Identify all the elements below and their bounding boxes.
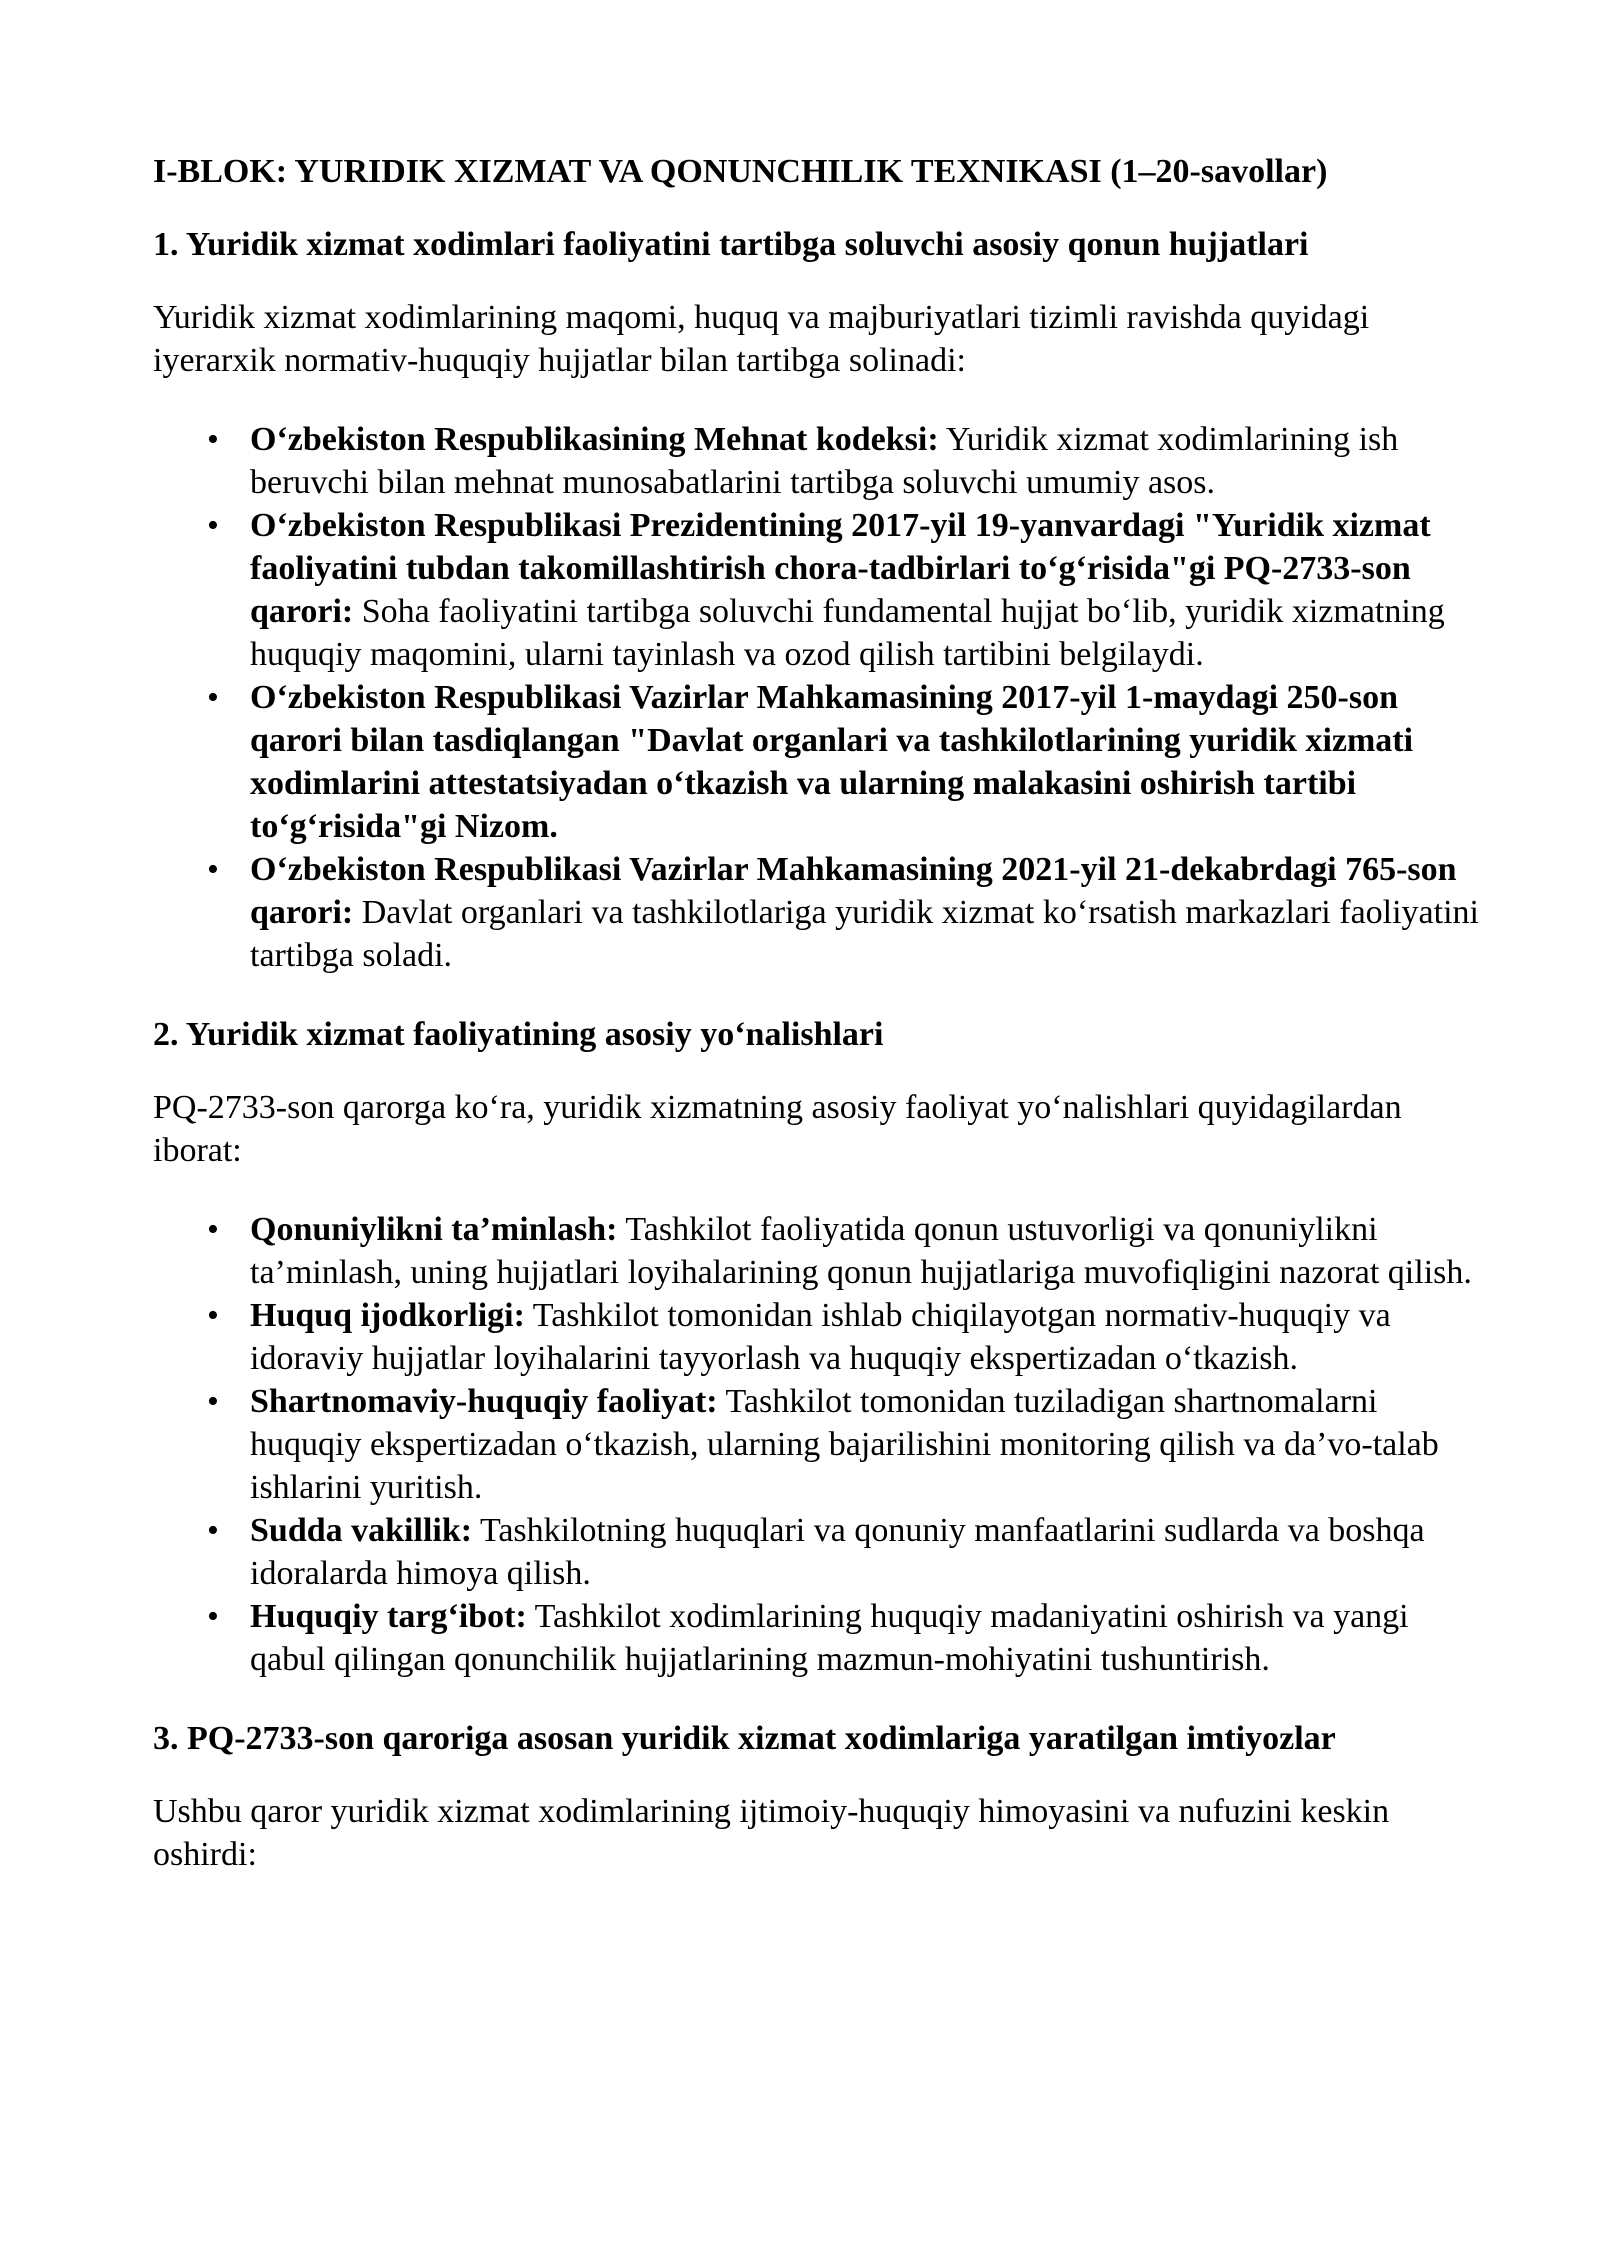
- item-bold-label: O‘zbekiston Respublikasi Prezidentining 2017-yil 19-yanvardagi "Yuridik xizmat faoliyatini tubdan takomillashtirish chora-tadbirlari to‘g‘risida"gi PQ-2733-son qarori:: [250, 507, 1431, 630]
- item-bold-label: Qonuniylikni ta’minlash:: [250, 1211, 618, 1248]
- item-bold-label: Sudda vakillik:: [250, 1512, 473, 1549]
- list-item: [207, 1294, 1490, 1380]
- item-bold-label: O‘zbekiston Respublikasi Vazirlar Mahkamasining 2021-yil 21-dekabrdagi 765-son qarori:: [250, 851, 1457, 931]
- bullet-icon: •: [207, 679, 219, 716]
- item-bold-label: Huquq ijodkorligi:: [250, 1297, 525, 1334]
- list-item: [207, 1509, 1490, 1595]
- item-text: Tashkilot xodimlarining huquqiy madaniyatini oshirish va yangi qabul qilingan qonunchilik hujjatlarining mazmun-mohiyatini tushuntirish.: [250, 1598, 1409, 1678]
- item-bold-label: O‘zbekiston Respublikasi Vazirlar Mahkamasining 2017-yil 1-maydagi 250-son qarori bilan tasdiqlangan "Davlat organlari va tashkilotlarining yuridik xizmati xodimlarini attestatsiyadan o‘tkazish va ularning malakasini oshirish tartibi to‘g‘risida"gi Nizom.: [250, 679, 1414, 845]
- item-text: Tashkilot tomonidan tuziladigan shartnomalarni huquqiy ekspertizadan o‘tkazish, ularning bajarilishini monitoring qilish va da’vo-talab ishlarini yuritish.: [250, 1383, 1439, 1506]
- list-item: [207, 1380, 1490, 1509]
- section-heading: 3. PQ-2733-son qaroriga asosan yuridik xizmat xodimlariga yaratilgan imtiyozlar: [153, 1720, 1336, 1757]
- list-item: [207, 676, 1490, 848]
- bullet-list: [153, 1208, 1490, 1681]
- bullet-icon: •: [207, 1297, 219, 1334]
- section-intro: Ushbu qaror yuridik xizmat xodimlarining ijtimoiy-huquqiy himoyasini va nufuzini keskin oshirdi:: [153, 1793, 1390, 1873]
- section-heading: 2. Yuridik xizmat faoliyatining asosiy yo‘nalishlari: [153, 1016, 884, 1053]
- block-title: I-BLOK: YURIDIK XIZMAT VA QONUNCHILIK TEXNIKASI (1–20-savollar): [153, 153, 1328, 190]
- list-item: [207, 848, 1490, 977]
- item-text: Tashkilot tomonidan ishlab chiqilayotgan normativ-huquqiy va idoraviy hujjatlar loyihalarini tayyorlash va huquqiy ekspertizadan o‘tkazish.: [250, 1297, 1391, 1377]
- section-intro: Yuridik xizmat xodimlarining maqomi, huquq va majburiyatlari tizimli ravishda quyidagi iyerarxik normativ-huquqiy hujjatlar bilan tartibga solinadi:: [153, 299, 1370, 379]
- list-item: [207, 418, 1490, 504]
- list-item: [207, 504, 1490, 676]
- item-bold-label: Huquqiy targ‘ibot:: [250, 1598, 527, 1635]
- item-text: Soha faoliyatini tartibga soluvchi fundamental hujjat bo‘lib, yuridik xizmatning huquqiy maqomini, ularni tayinlash va ozod qilish tartibini belgilaydi.: [250, 593, 1445, 673]
- section-heading: 1. Yuridik xizmat xodimlari faoliyatini tartibga soluvchi asosiy qonun hujjatlari: [153, 226, 1309, 263]
- item-bold-label: Shartnomaviy-huquqiy faoliyat:: [250, 1383, 718, 1420]
- bullet-icon: •: [207, 851, 219, 888]
- bullet-icon: •: [207, 1512, 219, 1549]
- list-item: [207, 1208, 1490, 1294]
- list-item: [207, 1595, 1490, 1681]
- section-intro: PQ-2733-son qarorga ko‘ra, yuridik xizmatning asosiy faoliyat yo‘nalishlari quyidagilardan iborat:: [153, 1089, 1402, 1169]
- bullet-icon: •: [207, 507, 219, 544]
- item-text: Yuridik xizmat xodimlarining ish beruvchi bilan mehnat munosabatlarini tartibga soluvchi umumiy asos.: [250, 421, 1399, 501]
- item-bold-label: O‘zbekiston Respublikasining Mehnat kodeksi:: [250, 421, 939, 458]
- bullet-icon: •: [207, 1211, 219, 1248]
- bullet-icon: •: [207, 1598, 219, 1635]
- bullet-list: [153, 418, 1490, 977]
- item-text: Davlat organlari va tashkilotlariga yuridik xizmat ko‘rsatish markazlari faoliyatini tartibga soladi.: [250, 894, 1479, 974]
- bullet-icon: •: [207, 1383, 219, 1420]
- bullet-icon: •: [207, 421, 219, 458]
- item-text: Tashkilot faoliyatida qonun ustuvorligi va qonuniylikni ta’minlash, uning hujjatlari loyihalarining qonun hujjatlariga muvofiqligini nazorat qilish.: [250, 1211, 1472, 1291]
- item-text: Tashkilotning huquqlari va qonuniy manfaatlarini sudlarda va boshqa idoralarda himoya qilish.: [250, 1512, 1425, 1592]
